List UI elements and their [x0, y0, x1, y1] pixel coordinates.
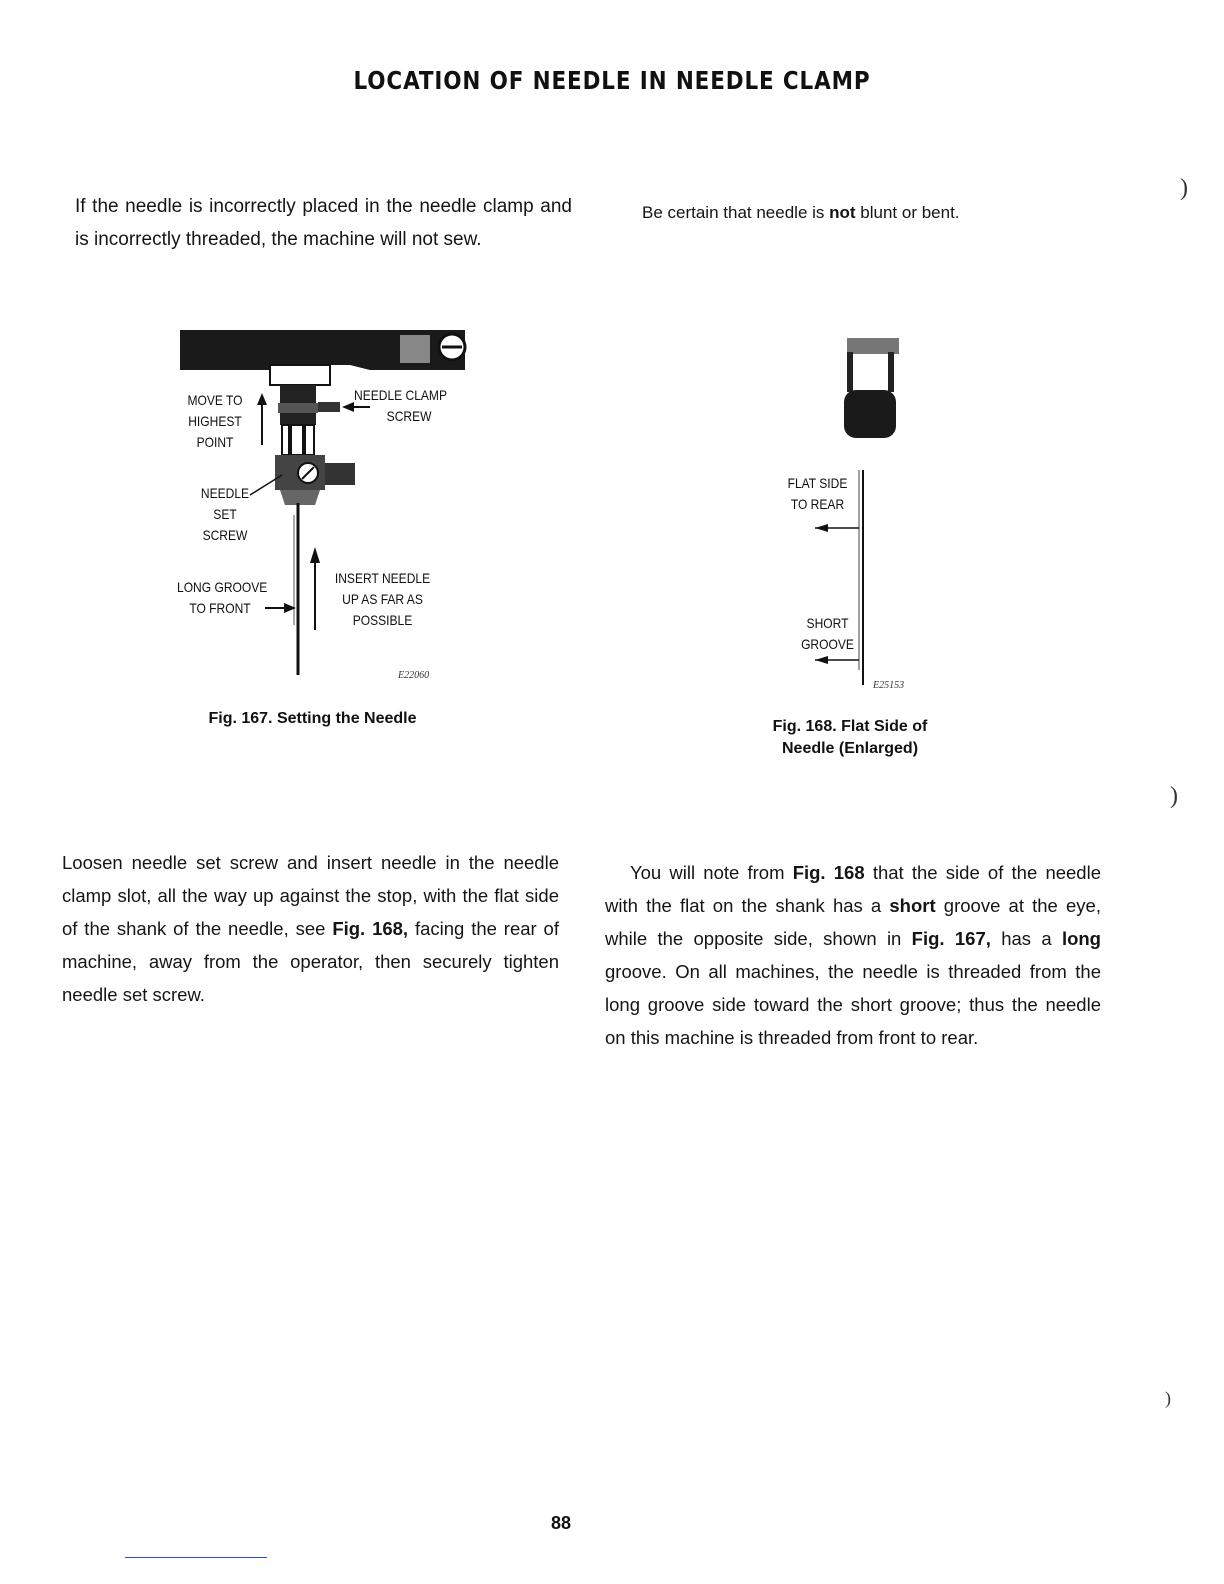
- body-left-text: Loosen needle set screw and insert needle in the needle clamp slot, all the way up against the stop, with the flat side of the shank of the needle, see: [62, 852, 559, 939]
- label-line: NEEDLE CLAMP: [353, 387, 448, 403]
- margin-mark: ): [1165, 1388, 1171, 1408]
- intro-right-text-end: blunt or bent.: [855, 203, 960, 222]
- caption-line: Fig. 168. Flat Side of: [772, 718, 928, 735]
- page-number: 88: [551, 1513, 572, 1533]
- label-line: TO FRONT: [189, 600, 251, 616]
- fig-167-reference: Fig. 167,: [911, 928, 991, 949]
- figure-167-code: E22060: [398, 670, 430, 681]
- body-paragraph-left: [62, 846, 559, 1011]
- label-move-to-highest-point: [185, 390, 245, 453]
- label-short-groove: [800, 613, 856, 655]
- label-line: LONG GROOVE: [177, 579, 268, 595]
- figure-168: [770, 330, 950, 700]
- long-emphasis: long: [1061, 928, 1101, 949]
- label-line: UP AS FAR AS: [342, 591, 423, 607]
- caption-line: Needle (Enlarged): [781, 740, 919, 757]
- short-emphasis: short: [889, 895, 936, 916]
- margin-mark: ): [1170, 783, 1178, 809]
- label-line: INSERT NEEDLE: [334, 570, 431, 586]
- page-title: LOCATION OF NEEDLE IN NEEDLE CLAMP: [353, 66, 871, 95]
- label-line: FLAT SIDE: [787, 475, 848, 491]
- figure-168-code: E25153: [873, 680, 905, 691]
- intro-paragraph-right: [642, 196, 1102, 229]
- label-line: SCREW: [202, 527, 248, 543]
- label-needle-set-screw: [195, 483, 255, 546]
- body-right-text: You will note from: [630, 862, 793, 883]
- body-right-text: has a: [990, 928, 1062, 949]
- label-long-groove-to-front: [177, 577, 268, 619]
- label-line: POSSIBLE: [352, 612, 413, 628]
- figure-168-caption: [730, 716, 970, 760]
- body-paragraph-right: [605, 856, 1101, 1054]
- figure-167-caption: Fig. 167. Setting the Needle: [208, 710, 417, 727]
- label-line: TO REAR: [790, 496, 845, 512]
- margin-mark: ): [1180, 175, 1188, 201]
- intro-right-bold: not: [829, 203, 856, 222]
- intro-paragraph-left: If the needle is incorrectly placed in the needle clamp and is incorrectly threaded, the machine will not sew.: [75, 196, 572, 250]
- figure-167: [170, 325, 470, 685]
- label-line: GROOVE: [801, 636, 854, 652]
- label-line: MOVE TO: [187, 392, 243, 408]
- label-line: SET: [213, 506, 237, 522]
- label-line: SHORT: [806, 615, 849, 631]
- intro-right-text: Be certain that needle is: [642, 203, 830, 222]
- fig-168-reference: Fig. 168: [792, 862, 865, 883]
- label-flat-side-to-rear: [781, 473, 854, 515]
- body-right-text: that the side of the needle with the flat on the shank has a: [605, 862, 1101, 916]
- body-right-text: groove at the eye, while the opposite side, shown in: [605, 895, 1101, 949]
- label-line: NEEDLE: [200, 485, 250, 501]
- bottom-rule: [125, 1557, 267, 1558]
- label-line: HIGHEST: [188, 413, 242, 429]
- needle-flat-side-illustration: [770, 330, 950, 700]
- label-insert-needle: [333, 568, 432, 631]
- label-needle-clamp-screw: [347, 385, 455, 427]
- label-line: SCREW: [386, 408, 432, 424]
- body-left-text-end: facing the rear of machine, away from the operator, then securely tighten needle set screw.: [62, 918, 559, 1005]
- label-line: POINT: [196, 434, 234, 450]
- body-right-text-end: groove. On all machines, the needle is threaded from the long groove side toward the short groove; thus the needle on this machine is threaded from front to rear.: [605, 961, 1101, 1048]
- fig-168-reference: Fig. 168,: [332, 918, 409, 939]
